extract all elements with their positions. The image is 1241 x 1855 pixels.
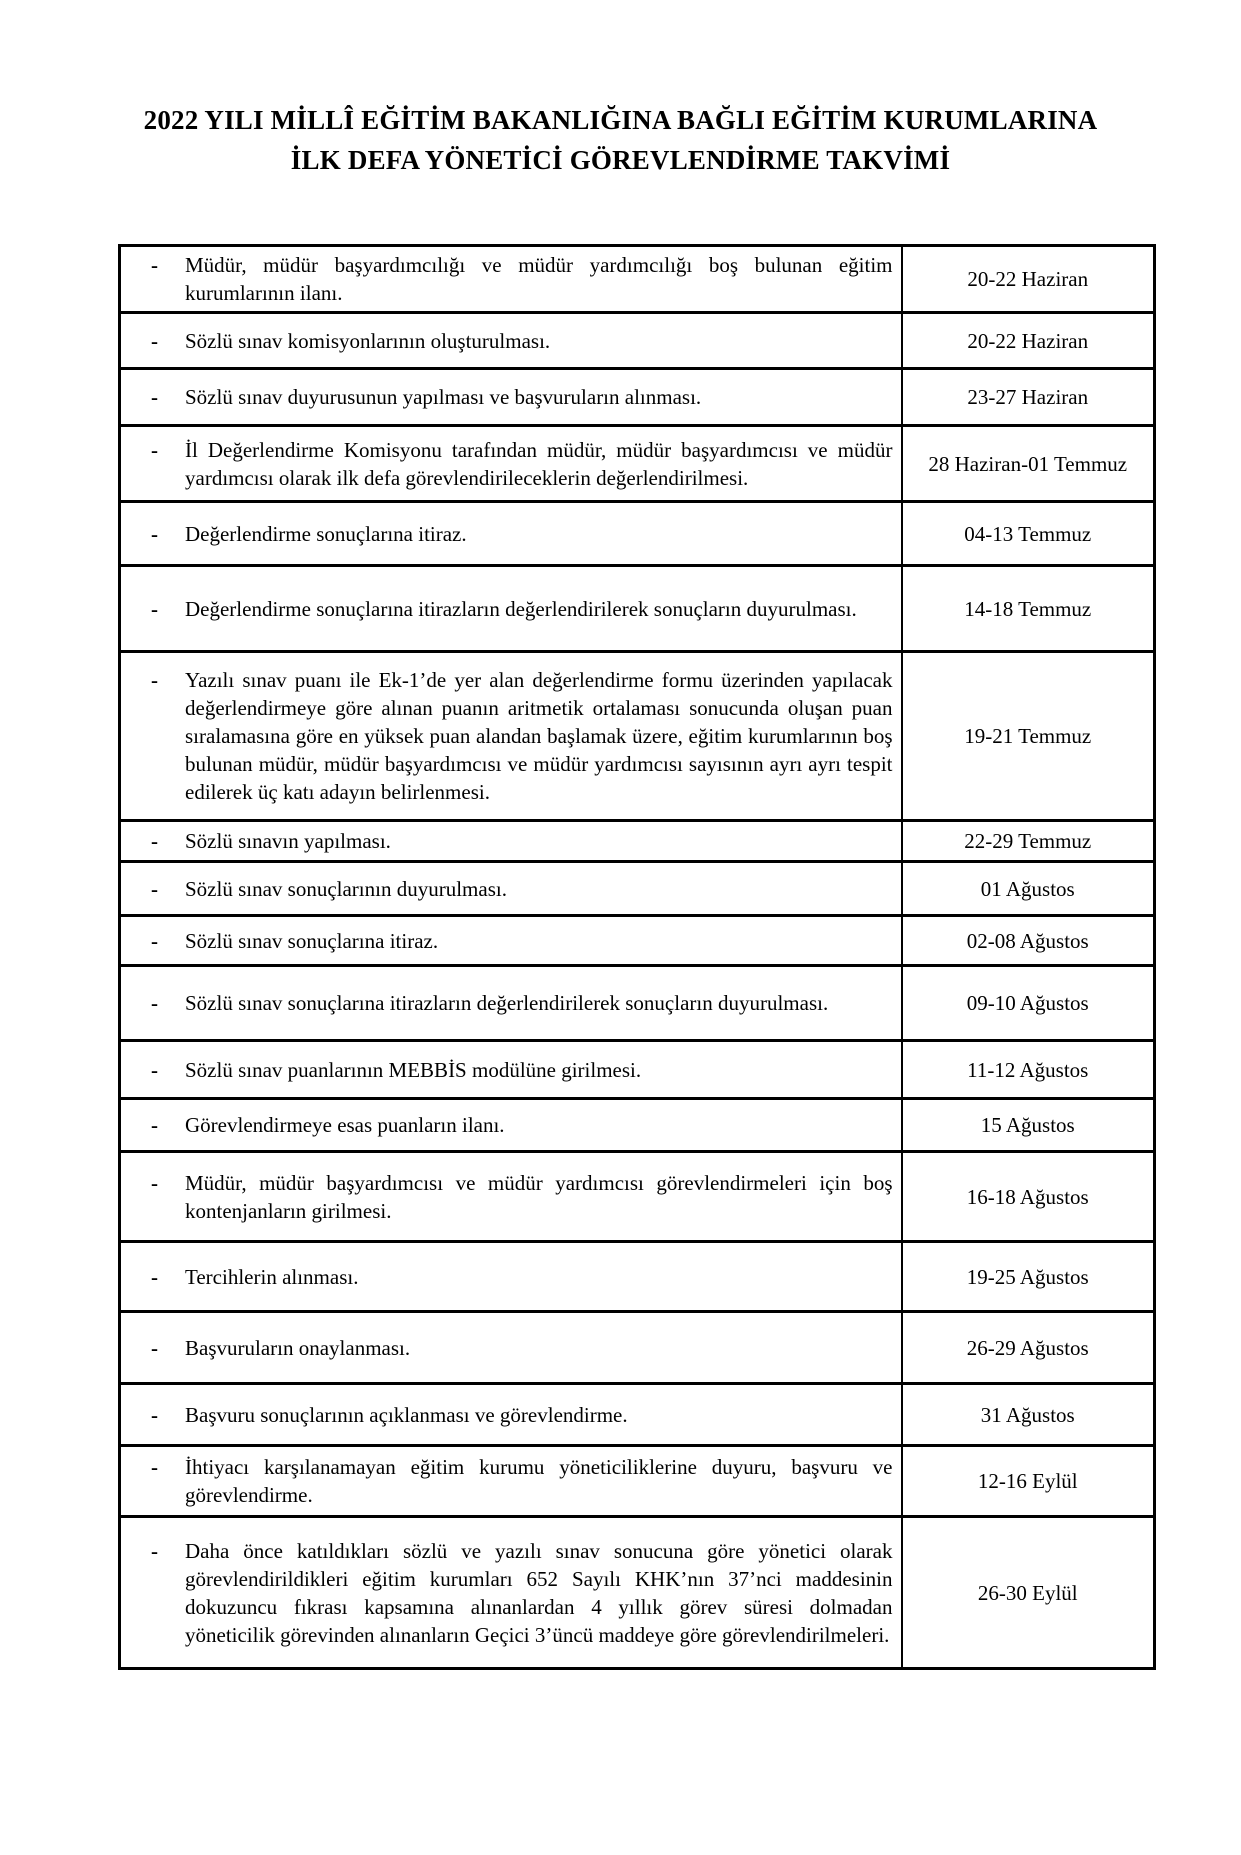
task-text: Yazılı sınav puanı ile Ek-1’de yer alan değerlendirme formu üzerinden yapılacak değerlendirmeye göre alınan puanın aritmetik ortalaması sonucunda oluşan puan sıralamasına göre en yüksek puan alandan başlamak üzere, eğitim kurumlarının boş bulunan müdür, müdür başyardımcısı ve müdür yardımcısı sayısının ayrı ayrı tespit edilerek üç katı adayın belirlenmesi. — [185, 668, 893, 804]
task-paragraph — [121, 251, 893, 307]
task-cell — [120, 916, 902, 966]
bullet-dash: - — [151, 991, 158, 1015]
bullet-dash: - — [151, 1170, 158, 1195]
task-cell — [120, 1041, 902, 1099]
task-paragraph — [121, 436, 893, 492]
task-paragraph — [121, 383, 893, 411]
bullet-dash: - — [151, 437, 158, 462]
task-paragraph — [121, 327, 893, 355]
bullet-dash: - — [151, 829, 158, 853]
task-paragraph — [121, 1111, 893, 1139]
task-paragraph — [121, 1537, 893, 1649]
document-page — [0, 100, 1241, 1855]
task-paragraph — [121, 827, 893, 855]
bullet-dash: - — [151, 876, 158, 901]
date-cell: 23-27 Haziran — [902, 369, 1155, 426]
date-cell: 16-18 Ağustos — [902, 1152, 1155, 1242]
task-paragraph — [121, 875, 893, 903]
task-cell — [120, 1446, 902, 1517]
date-cell: 02-08 Ağustos — [902, 916, 1155, 966]
bullet-dash: - — [151, 1335, 158, 1360]
table-row — [120, 862, 1155, 916]
task-cell — [120, 652, 902, 821]
task-cell — [120, 862, 902, 916]
task-text: İhtiyacı karşılanamayan eğitim kurumu yöneticiliklerine duyuru, başvuru ve görevlendirme. — [185, 1455, 893, 1507]
table-row — [120, 369, 1155, 426]
date-cell: 15 Ağustos — [902, 1099, 1155, 1152]
task-text: Sözlü sınav sonuçlarının duyurulması. — [185, 876, 507, 901]
task-cell — [120, 426, 902, 502]
table-row — [120, 652, 1155, 821]
bullet-dash: - — [151, 328, 158, 353]
table-row — [120, 1517, 1155, 1669]
task-text: Değerlendirme sonuçlarına itiraz. — [185, 521, 467, 546]
date-cell: 19-25 Ağustos — [902, 1242, 1155, 1312]
task-paragraph — [121, 927, 893, 955]
table-row — [120, 821, 1155, 862]
task-paragraph — [121, 1401, 893, 1429]
task-cell — [120, 966, 902, 1041]
document-title-line2: İLK DEFA YÖNETİCİ GÖREVLENDİRME TAKVİMİ — [290, 145, 951, 175]
task-cell — [120, 1242, 902, 1312]
document-header — [90, 100, 1151, 180]
task-cell — [120, 1152, 902, 1242]
task-paragraph — [121, 1334, 893, 1362]
task-paragraph — [121, 666, 893, 806]
date-cell: 28 Haziran-01 Temmuz — [902, 426, 1155, 502]
bullet-dash: - — [151, 1264, 158, 1289]
table-row — [120, 1446, 1155, 1517]
table-row — [120, 246, 1155, 313]
task-cell — [120, 502, 902, 566]
bullet-dash: - — [151, 385, 158, 409]
table-row — [120, 426, 1155, 502]
task-cell — [120, 821, 902, 862]
table-row — [120, 1099, 1155, 1152]
table-row — [120, 1152, 1155, 1242]
task-text: Sözlü sınav duyurusunun yapılması ve başvuruların alınması. — [185, 385, 702, 409]
task-paragraph — [121, 520, 893, 548]
bullet-dash: - — [151, 1113, 158, 1137]
task-cell — [120, 313, 902, 369]
table-row — [120, 566, 1155, 652]
task-text: Başvuru sonuçlarının açıklanması ve görevlendirme. — [185, 1402, 628, 1427]
task-text: Müdür, müdür başyardımcılığı ve müdür yardımcılığı boş bulunan eğitim kurumlarının ilanı. — [185, 253, 893, 305]
bullet-dash: - — [151, 1455, 158, 1479]
task-paragraph — [121, 1169, 893, 1225]
task-text: Müdür, müdür başyardımcısı ve müdür yardımcısı görevlendirmeleri için boş kontenjanların girilmesi. — [185, 1170, 893, 1223]
date-cell: 12-16 Eylül — [902, 1446, 1155, 1517]
date-cell: 31 Ağustos — [902, 1384, 1155, 1446]
task-paragraph — [121, 1056, 893, 1084]
date-cell: 26-30 Eylül — [902, 1517, 1155, 1669]
task-paragraph — [121, 1453, 893, 1509]
date-cell: 20-22 Haziran — [902, 246, 1155, 313]
table-row — [120, 1384, 1155, 1446]
task-text: Sözlü sınav komisyonlarının oluşturulması. — [185, 328, 551, 353]
task-cell — [120, 246, 902, 313]
bullet-dash: - — [151, 596, 158, 621]
task-text: Daha önce katıldıkları sözlü ve yazılı sınav sonucuna göre yönetici olarak görevlendirildikleri eğitim kurumları 652 Sayılı KHK’nın 37’nci maddesinin dokuzuncu fıkrası kapsamına alınanlardan 4 yıllık görev süresi dolmadan yöneticilik görevinden alınanların Geçici 3’üncü maddeye göre görevlendirilmeleri. — [185, 1538, 893, 1647]
date-cell: 14-18 Temmuz — [902, 566, 1155, 652]
bullet-dash: - — [151, 668, 158, 692]
task-text: Başvuruların onaylanması. — [185, 1335, 411, 1360]
bullet-dash: - — [151, 1538, 158, 1563]
date-cell: 20-22 Haziran — [902, 313, 1155, 369]
table-row — [120, 1041, 1155, 1099]
task-cell — [120, 1517, 902, 1669]
task-cell — [120, 1312, 902, 1384]
document-title-line1: 2022 YILI MİLLÎ EĞİTİM BAKANLIĞINA BAĞLI EĞİTİM KURUMLARINA — [143, 105, 1098, 135]
task-text: Tercihlerin alınması. — [185, 1264, 359, 1289]
date-cell: 04-13 Temmuz — [902, 502, 1155, 566]
task-paragraph — [121, 1263, 893, 1291]
task-text: Sözlü sınav puanlarının MEBBİS modülüne girilmesi. — [185, 1057, 642, 1082]
calendar-table-body — [120, 246, 1155, 1669]
table-row — [120, 1242, 1155, 1312]
task-text: Değerlendirme sonuçlarına itirazların değerlendirilerek sonuçların duyurulması. — [185, 596, 857, 621]
bullet-dash: - — [151, 253, 158, 277]
task-text: Sözlü sınav sonuçlarına itiraz. — [185, 928, 439, 953]
date-cell: 26-29 Ağustos — [902, 1312, 1155, 1384]
task-paragraph — [121, 989, 893, 1017]
task-text: Sözlü sınavın yapılması. — [185, 829, 391, 853]
table-row — [120, 966, 1155, 1041]
table-row — [120, 1312, 1155, 1384]
task-cell — [120, 566, 902, 652]
task-text: Görevlendirmeye esas puanların ilanı. — [185, 1113, 505, 1137]
task-text: İl Değerlendirme Komisyonu tarafından müdür, müdür başyardımcısı ve müdür yardımcısı olarak ilk defa görevlendirileceklerin değerlendirilmesi. — [185, 437, 893, 490]
task-cell — [120, 1384, 902, 1446]
table-row — [120, 916, 1155, 966]
task-text: Sözlü sınav sonuçlarına itirazların değerlendirilerek sonuçların duyurulması. — [185, 991, 829, 1015]
task-paragraph — [121, 595, 893, 623]
task-cell — [120, 1099, 902, 1152]
table-row — [120, 313, 1155, 369]
date-cell: 09-10 Ağustos — [902, 966, 1155, 1041]
table-row — [120, 502, 1155, 566]
bullet-dash: - — [151, 1057, 158, 1082]
bullet-dash: - — [151, 1402, 158, 1427]
date-cell: 11-12 Ağustos — [902, 1041, 1155, 1099]
date-cell: 01 Ağustos — [902, 862, 1155, 916]
date-cell: 22-29 Temmuz — [902, 821, 1155, 862]
task-cell — [120, 369, 902, 426]
assignment-calendar-table — [118, 244, 1156, 1670]
date-cell: 19-21 Temmuz — [902, 652, 1155, 821]
bullet-dash: - — [151, 521, 158, 546]
bullet-dash: - — [151, 928, 158, 953]
